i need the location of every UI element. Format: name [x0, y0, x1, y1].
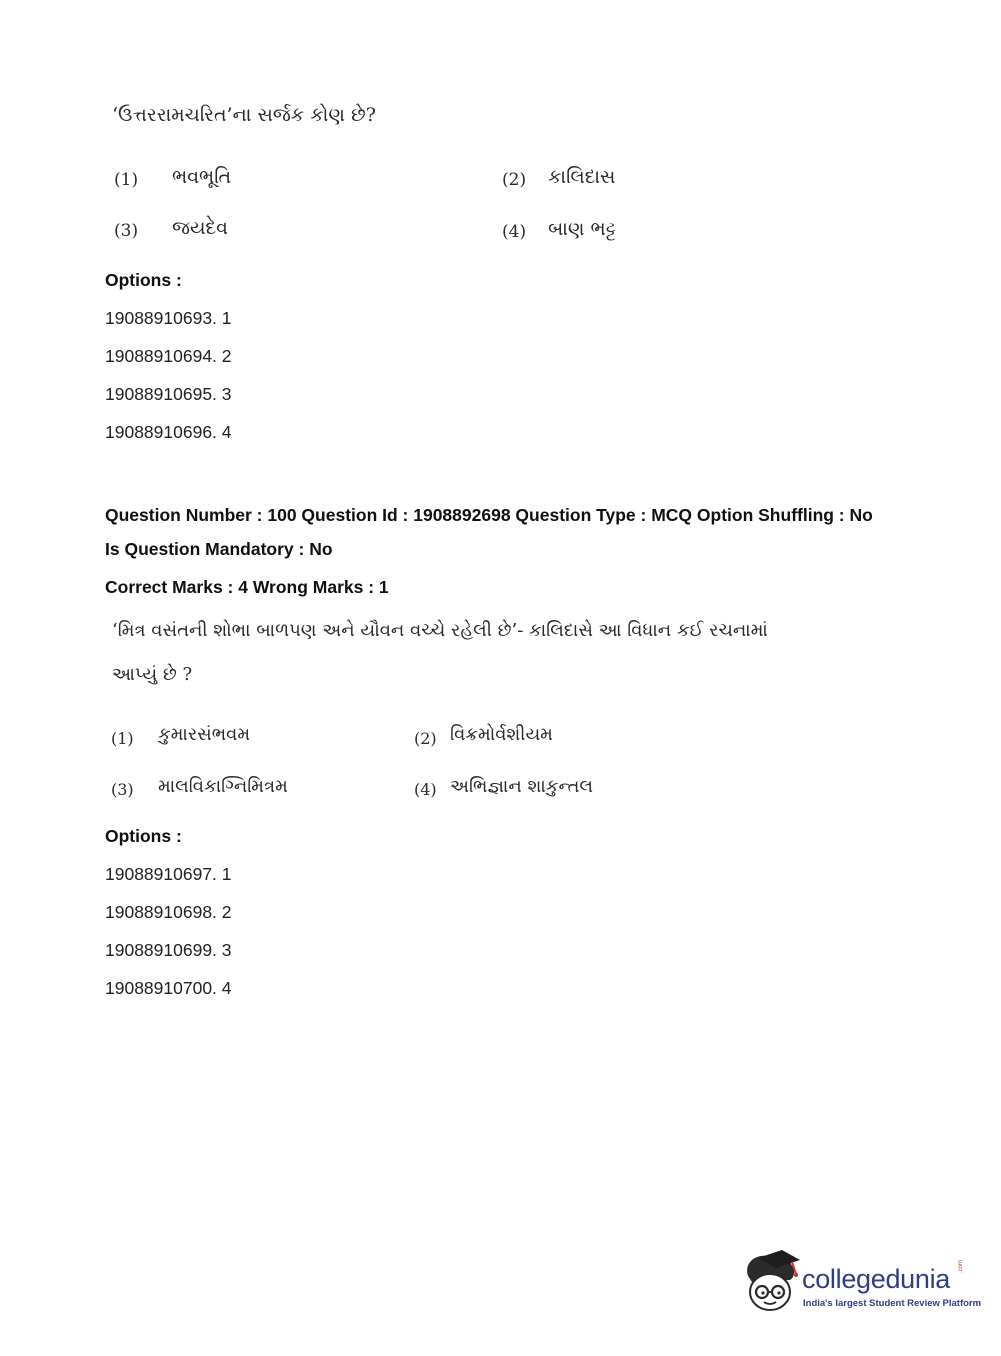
mascot-icon: [742, 1250, 802, 1314]
options-label: Options :: [105, 270, 182, 290]
choice-text: કાલિદાસ: [548, 166, 616, 188]
choice-number: (4): [502, 222, 527, 242]
options-label: Options :: [105, 826, 182, 846]
logo-tld: .com: [958, 1259, 964, 1273]
question-mandatory: Is Question Mandatory : No: [105, 539, 333, 559]
option-line: 19088910696. 4: [105, 422, 232, 442]
question-marks: Correct Marks : 4 Wrong Marks : 1: [105, 577, 389, 597]
choice-text: વિક્રમોર્વશીયમ: [450, 724, 553, 745]
choice-number: (2): [414, 729, 437, 748]
choice-text: બાણ ભટ્ટ: [548, 218, 617, 240]
choice-number: (2): [502, 170, 527, 190]
choice-text: ભવભૂતિ: [172, 166, 232, 188]
choice-text: માલવિકાગ્નિમિત્રમ: [158, 776, 288, 797]
collegedunia-logo: [742, 1250, 982, 1320]
choice-text: જયદેવ: [172, 217, 228, 239]
option-line: 19088910693. 1: [105, 308, 232, 328]
option-line: 19088910697. 1: [105, 864, 232, 884]
option-line: 19088910694. 2: [105, 346, 232, 366]
question-text: ‘મિત્ર વસંતની શોભા બાળપણ અને યૌવન વચ્ચે રહેલી છે’- કાલિદાસે આ વિધાન કઈ રચનામાં: [112, 620, 768, 641]
logo-tagline: India's largest Student Review Platform: [803, 1298, 982, 1309]
option-line: 19088910698. 2: [105, 902, 232, 922]
choice-number: (1): [111, 729, 134, 748]
question-text: આપ્યું છે ?: [112, 664, 193, 685]
choice-text: અભિજ્ઞાન શાકુન્તલ: [450, 776, 594, 797]
choice-number: (4): [414, 780, 437, 799]
choice-number: (1): [114, 170, 139, 190]
choice-number: (3): [111, 780, 134, 799]
option-line: 19088910699. 3: [105, 940, 232, 960]
logo-wordmark: collegedunia: [802, 1264, 951, 1294]
option-line: 19088910695. 3: [105, 384, 232, 404]
choice-text: કુમારસંભવમ: [158, 724, 251, 745]
question-text: ‘ઉત્તરરામચરિત’ના સર્જક કોણ છે?: [112, 104, 376, 126]
option-line: 19088910700. 4: [105, 978, 232, 998]
question-meta: Question Number : 100 Question Id : 1908892698 Question Type : MCQ Option Shuffling : No: [105, 505, 873, 525]
choice-number: (3): [114, 221, 139, 241]
